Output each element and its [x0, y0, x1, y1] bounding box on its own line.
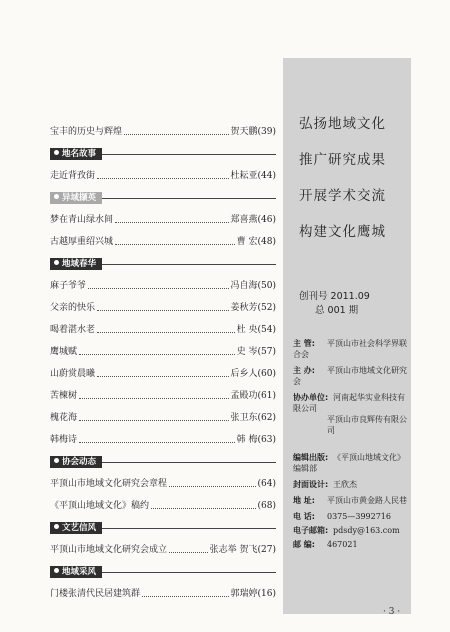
toc-entry-page: (68): [257, 501, 276, 511]
toc-entry-author: 张卫东: [230, 413, 258, 423]
toc-entry-title: 苦楝树: [50, 391, 78, 401]
cover-value: 王欣杰: [333, 480, 357, 489]
toc-entry[interactable]: [50, 544, 276, 556]
section-title: 地域采风: [62, 567, 97, 577]
sidebar-panel: [283, 58, 411, 614]
bullet-icon: [54, 150, 59, 155]
leader-dots: [79, 398, 228, 399]
page-number: · 3 ·: [383, 607, 401, 617]
toc-entry-page: (63): [257, 435, 276, 445]
slogan-line: 推广研究成果: [299, 152, 386, 168]
table-of-contents: [50, 126, 276, 610]
email-value: pdsdy@163.com: [333, 526, 400, 535]
section-label: [50, 456, 102, 468]
address-value: 平顶山市黄金路人民巷: [327, 496, 407, 505]
toc-entry-page: (61): [257, 391, 276, 401]
leader-dots: [79, 442, 235, 443]
toc-entry-title: 梦在青山绿水间: [50, 215, 114, 225]
toc-entry[interactable]: [50, 588, 276, 600]
toc-entry-page: (46): [257, 215, 276, 225]
toc-entry-author: 冯自海: [230, 281, 258, 291]
toc-entry-author: 杜耘亚: [230, 171, 258, 181]
toc-entry-author: 韩 梅: [236, 435, 258, 445]
toc-entry-title: 韩梅诗: [50, 435, 78, 445]
toc-entry-author: 曹 宏: [236, 237, 258, 247]
section-label: [50, 192, 102, 204]
toc-entry-author: 杜 央: [236, 325, 258, 335]
zip-label: 邮 编:: [293, 540, 315, 549]
section-title: 异域撷英: [62, 193, 97, 203]
section-title: 协会动态: [62, 457, 97, 467]
leader-dots: [169, 486, 256, 487]
toc-entry-page: (54): [257, 325, 276, 335]
toc-entry-page: (50): [257, 281, 276, 291]
leader-dots: [97, 332, 235, 333]
leader-dots: [151, 508, 256, 509]
issue-info: 创刊号 2011.09: [299, 291, 370, 302]
slogan-line: 构建文化鹰城: [299, 224, 386, 240]
leader-dots: [124, 134, 228, 135]
bullet-icon: [54, 260, 59, 265]
toc-entry-title: 宝丰的历史与辉煌: [50, 127, 123, 137]
publication-info: [293, 338, 411, 550]
editor-label: 编辑出版:: [293, 453, 329, 462]
toc-entry-author: 张志举 贺飞: [209, 545, 258, 555]
sponsor-value: 平顶山市社会科学界联合会: [293, 339, 407, 359]
phone-value: 0375—3992716: [327, 512, 391, 521]
section-header: [50, 192, 276, 204]
address-label: 地 址:: [293, 496, 315, 505]
toc-entry-page: (16): [257, 589, 276, 599]
bullet-icon: [54, 524, 59, 529]
toc-entry-author: 郑喜燕: [230, 215, 258, 225]
toc-entry-title: 鹰城赋: [50, 347, 78, 357]
section-title: 地域春华: [62, 259, 97, 269]
toc-entry[interactable]: [50, 478, 276, 490]
leader-dots: [115, 222, 228, 223]
leader-dots: [88, 288, 228, 289]
toc-entry-author: 姜秋芳: [230, 303, 258, 313]
leader-dots: [115, 244, 235, 245]
leader-dots: [142, 596, 228, 597]
toc-entry-page: (39): [257, 127, 276, 137]
toc-entry-author: 史 岑: [236, 347, 258, 357]
toc-entry[interactable]: [50, 280, 276, 292]
toc-entry[interactable]: [50, 324, 276, 336]
toc-entry-author: 贺天鹏: [230, 127, 258, 137]
bullet-icon: [54, 568, 59, 573]
toc-entry-page: (52): [257, 303, 276, 313]
section-header: [50, 148, 276, 160]
coop-value-1: 河南起华实业科技有限公司: [293, 393, 405, 413]
section-header: [50, 456, 276, 468]
toc-entry[interactable]: [50, 170, 276, 182]
toc-entry-page: (27): [257, 545, 276, 555]
toc-entry-title: 走近背孜街: [50, 171, 96, 181]
organizer-label: 主 办:: [293, 366, 315, 375]
toc-entry[interactable]: [50, 302, 276, 314]
phone-label: 电 话:: [293, 512, 315, 521]
toc-entry-page: (44): [257, 171, 276, 181]
leader-dots: [169, 552, 208, 553]
toc-entry-title: 麻子爷爷: [50, 281, 87, 291]
toc-entry-page: (60): [257, 369, 276, 379]
toc-entry-page: (62): [257, 413, 276, 423]
organizer-value: 平顶山市地域文化研究会: [293, 366, 407, 386]
leader-dots: [97, 310, 228, 311]
coop-value-2: 平顶山市良辉传有限公司: [327, 415, 407, 435]
toc-entry-title: 平顶山市地域文化研究会章程: [50, 479, 168, 489]
toc-entry-title: 《平顶山地域文化》稿约: [50, 501, 150, 511]
slogan-line: 弘扬地域文化: [299, 116, 386, 132]
toc-entry-author: 后乡人: [230, 369, 258, 379]
toc-entry[interactable]: [50, 236, 276, 248]
coop-label: 协办单位:: [293, 393, 329, 402]
leader-dots: [79, 420, 228, 421]
toc-entry[interactable]: [50, 434, 276, 446]
toc-entry[interactable]: [50, 412, 276, 424]
zip-value: 467021: [327, 540, 358, 549]
section-title: 地名故事: [62, 149, 97, 159]
toc-entry[interactable]: [50, 500, 276, 512]
section-title: 文艺信风: [62, 523, 97, 533]
leader-dots: [97, 178, 228, 179]
toc-entry-title: 山蔚赏晨曦: [50, 369, 96, 379]
toc-entry-page: (57): [257, 347, 276, 357]
toc-entry-author: 郭瑞婷: [230, 589, 258, 599]
toc-entry[interactable]: [50, 390, 276, 402]
toc-entry-author: 孟殿功: [230, 391, 258, 401]
toc-entry-title: 平顶山市地域文化研究会成立: [50, 545, 168, 555]
toc-entry-page: (48): [257, 237, 276, 247]
section-label: [50, 522, 102, 534]
sponsor-label: 主 管:: [293, 339, 315, 348]
toc-entry[interactable]: [50, 126, 276, 138]
bullet-icon: [54, 194, 59, 199]
toc-entry-title: 古越厚重绍兴城: [50, 237, 114, 247]
issue-number: 总 001 期: [315, 305, 359, 316]
toc-entry[interactable]: [50, 368, 276, 380]
section-header: [50, 522, 276, 534]
slogan-line: 开展学术交流: [299, 188, 386, 204]
toc-entry-title: 槐花海: [50, 413, 78, 423]
cover-label: 封面设计:: [293, 480, 329, 489]
toc-entry[interactable]: [50, 214, 276, 226]
section-label: [50, 258, 102, 270]
leader-dots: [79, 354, 235, 355]
email-label: 电子邮箱:: [293, 526, 329, 535]
leader-dots: [97, 376, 228, 377]
section-label: [50, 566, 102, 578]
toc-entry-title: 父亲的快乐: [50, 303, 96, 313]
section-header: [50, 566, 276, 578]
toc-entry[interactable]: [50, 346, 276, 358]
section-label: [50, 148, 102, 160]
editor-value: 《平顶山地域文化》编辑部: [293, 453, 405, 473]
toc-entry-page: (64): [257, 479, 276, 489]
bullet-icon: [54, 458, 59, 463]
toc-entry-title: 门楼张清代民居建筑群: [50, 589, 141, 599]
section-header: [50, 258, 276, 270]
toc-entry-title: 喝着湛水老: [50, 325, 96, 335]
